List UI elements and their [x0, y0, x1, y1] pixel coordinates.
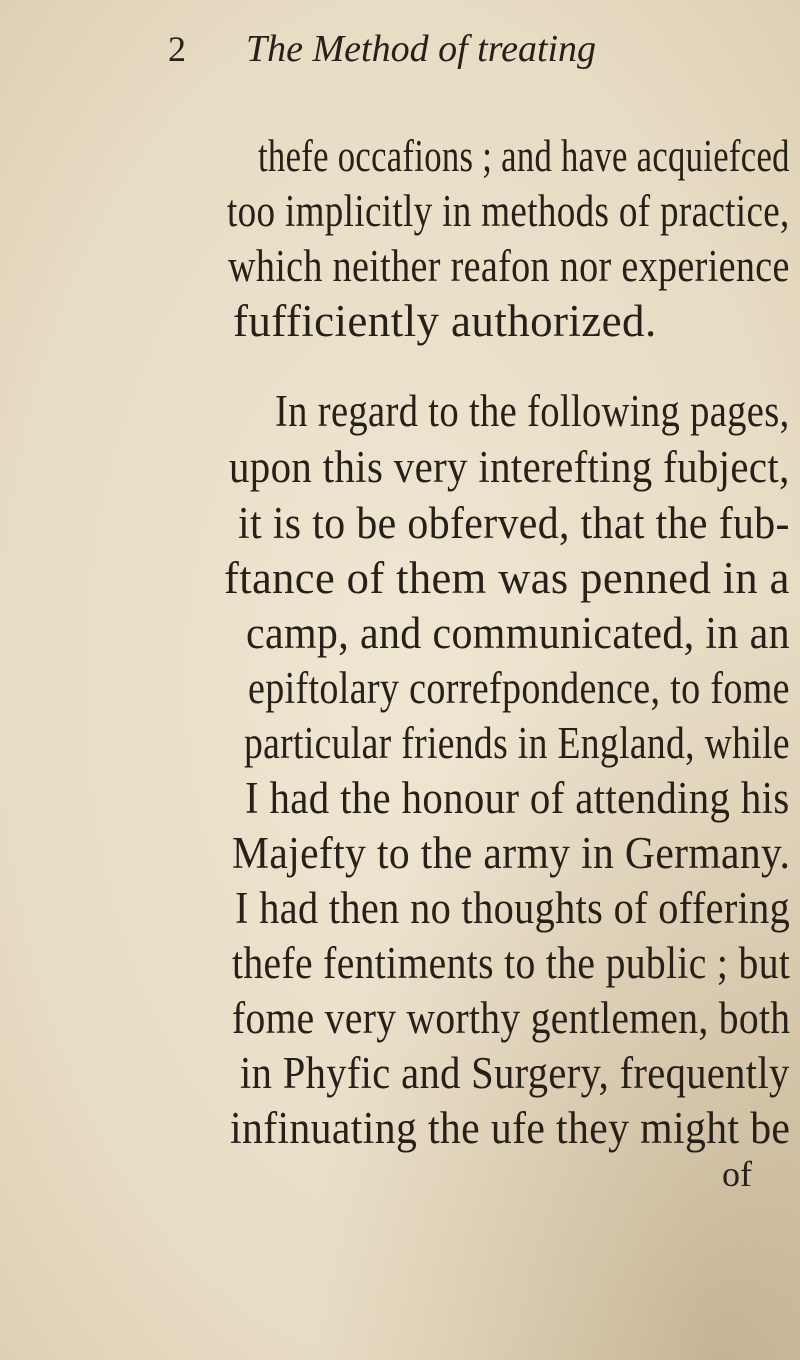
- catchword: of: [722, 1154, 752, 1194]
- text-line: which neither reafon nor experience: [228, 241, 790, 291]
- text-line: fufficiently authorized.: [233, 296, 657, 346]
- text-line: thefe fentiments to the public ; but: [232, 938, 791, 988]
- text-line: camp, and communicated, in an: [246, 608, 790, 658]
- text-line: it is to be obferved, that the fub-: [238, 498, 790, 548]
- text-line: I had then no thoughts of offering: [235, 883, 791, 933]
- text-line: particular friends in England, while: [244, 718, 790, 768]
- page-number: 2: [168, 29, 186, 69]
- running-head: The Method of treating: [246, 28, 597, 70]
- text-line: infinuating the ufe they might be: [230, 1103, 791, 1153]
- text-line: fome very worthy gentlemen, both: [232, 993, 791, 1043]
- text-line: in Phyfic and Surgery, frequently: [240, 1048, 790, 1098]
- text-line: too implicitly in methods of practice,: [227, 186, 790, 236]
- text-line: upon this very interefting fubject,: [229, 442, 790, 492]
- text-line: I had the honour of attending his: [245, 773, 790, 823]
- text-line: ftance of them was penned in a: [224, 553, 790, 603]
- text-line: epiftolary correfpondence, to fome: [248, 663, 790, 713]
- text-line: Majefty to the army in Germany.: [232, 828, 791, 878]
- text-line: In regard to the following pages,: [275, 386, 790, 436]
- text-line: thefe occafions ; and have acquiefced: [258, 131, 790, 181]
